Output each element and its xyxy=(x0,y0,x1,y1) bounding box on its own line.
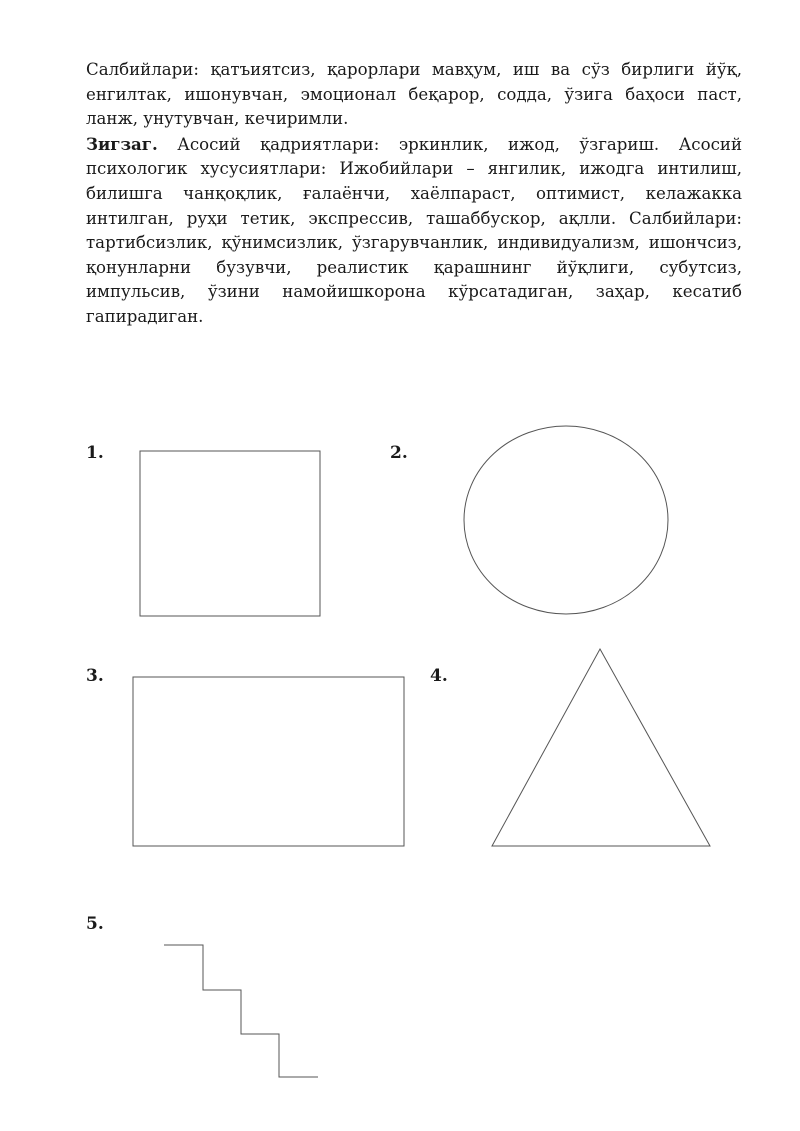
zigzag-shape xyxy=(164,945,318,1077)
paragraph-negatives: Салбийлари: қатъиятсиз, қарорлари мавҳум, иш ва сўз бирлиги йўқ, енгилтак, ишонувчан, эмоционал беқарор, содда, ўзига баҳоси паст, ланж, унутувчан, кечиримли. xyxy=(86,60,742,129)
figure-label-1: 1. xyxy=(86,443,104,463)
triangle-shape xyxy=(492,649,710,846)
rectangle-shape xyxy=(133,677,404,846)
zigzag-heading: Зигзаг. xyxy=(86,133,158,154)
circle-shape xyxy=(464,426,668,614)
figure-label-2: 2. xyxy=(390,443,408,463)
zigzag-description: Асосий қадриятлари: эркинлик, ижод, ўзгариш. Асосий психологик хусусиятлари: Ижобийлари – янгилик, ижодга интилиш, билишга чанқоқлик, ғалаёнчи, хаёлпараст, оптимист, келажакка интилган, руҳи тетик, экспрессив, ташаббускор, ақлли. Салбийлари: тартибсизлик, қўнимсизлик, ўзгарувчанлик, индивидуализм, ишончсиз, қонунларни бузувчи, реалистик қарашнинг йўқлиги, субутсиз, импульсив, ўзини намойишкорона кўрсатадиган, заҳар, кесатиб гапирадиган. xyxy=(86,134,742,326)
figure-label-3: 3. xyxy=(86,666,104,686)
figure-label-4: 4. xyxy=(430,666,448,686)
figure-label-5: 5. xyxy=(86,914,104,934)
square-shape xyxy=(140,451,320,616)
